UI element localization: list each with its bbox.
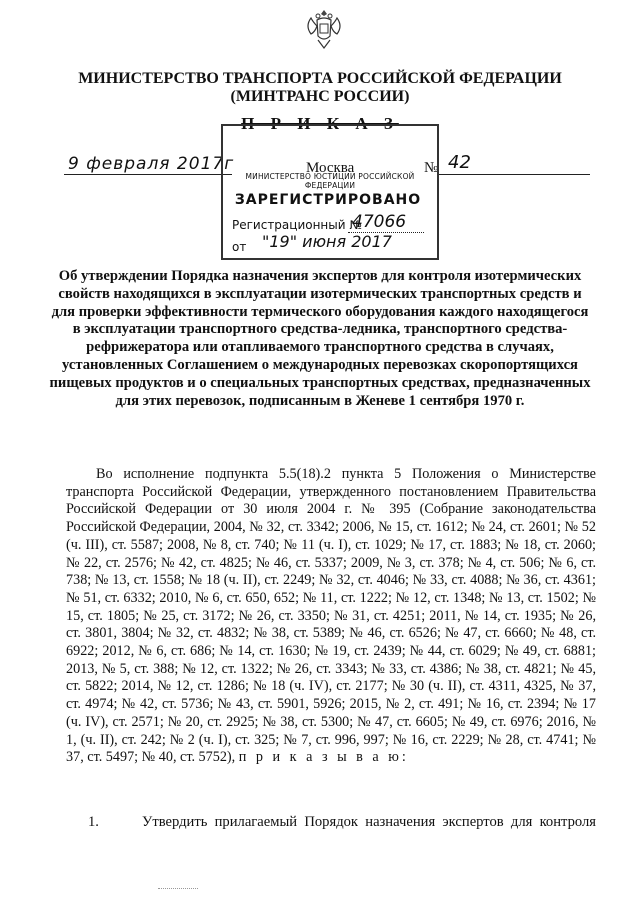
ministry-heading bbox=[60, 70, 580, 106]
list-item bbox=[66, 814, 596, 831]
document-type-label: П Р И К А З bbox=[241, 114, 399, 133]
order-date: 9 февраля 2017г bbox=[68, 154, 235, 174]
command-word: п р и к а з ы в а ю: bbox=[238, 749, 409, 766]
scan-artifact bbox=[158, 888, 198, 889]
ministry-abbrev: (МИНТРАНС РОССИИ) bbox=[230, 88, 410, 105]
list-item-text: Утвердить прилагаемый Порядок назначения экспертов для контроля bbox=[142, 814, 596, 830]
order-preamble bbox=[66, 466, 596, 767]
order-number-label: № bbox=[424, 160, 439, 176]
stamp-reg-date: "19" июня 2017 bbox=[262, 232, 392, 251]
stamp-ministry: МИНИСТЕРСТВО ЮСТИЦИИ РОССИЙСКОЙ ФЕДЕРАЦИИ bbox=[245, 172, 415, 190]
preamble-text: Во исполнение подпункта 5.5(18).2 пункта 5 Положения о Министерстве транспорта Российской Федерации, утвержденного постановлением Правительства Российской Федерации от 30 июля 2004 г. № 395 (Собрание законодательства Российской Федерации, 2004, № 32, ст. 3342; 2006, № 15, ст. 1612; № 24, ст. 2601; № 52 (ч. III), ст. 5587; 2008, № 8, ст. 740; № 11 (ч. I), ст. 1029; № 17, ст. 1883; № 18, ст. 2060; № 22, ст. 2576; № 42, ст. 4825; № 46, ст. 5337; 2009, № 3, ст. 378; № 4, ст. 506; № 6, ст. 738; № 13, ст. 1558; № 18 (ч. II), ст. 2249; № 32, ст. 4046; № 33, ст. 4088; № 36, ст. 4361; № 51, ст. 6332; 2010, № 6, ст. 650, 652; № 11, ст. 1222; № 12, ст. 1348; № 13, ст. 1502; № 15, ст. 1805; № 25, ст. 3172; № 26, ст. 3350; № 31, ст. 4251; 2011, № 14, ст. 1935; № 26, ст. 3801, 3804; № 32, ст. 4832; № 38, ст. 5389; № 46, ст. 6526; № 47, ст. 6660; № 48, ст. 6922; 2012, № 6, ст. 686; № 14, ст. 1630; № 19, ст. 2439; № 44, ст. 6029; № 49, ст. 6881; 2013, № 5, ст. 388; № 12, ст. 1322; № 26, ст. 3343; № 33, ст. 4386; № 38, ст. 4821; № 45, ст. 5822; 2014, № 12, ст. 1286; № 18 (ч. IV), ст. 2177; № 30 (ч. II), ст. 4311, 4325, № 37, ст. 4974; № 42, ст. 5736; № 43, ст. 5901, 5926; 2015, № 2, ст. 491; № 16, ст. 2394; № 17 (ч. IV), ст. 2571; № 20, ст. 2925; № 38, ст. 5300; № 47, ст. 6605; № 49, ст. 6976; 2016, № 1, (ч. II), ст. 242; № 2 (ч. I), ст. 325; № 7, ст. 996, 997; № 16, ст. 2229; № 28, ст. 4741; № 37, ст. 5497; № 40, ст. 5752), bbox=[66, 466, 596, 766]
stamp-reg-number: 47066 bbox=[352, 212, 407, 232]
order-city: Москва bbox=[306, 160, 355, 176]
coat-of-arms-icon bbox=[303, 6, 345, 52]
order-number: 42 bbox=[448, 152, 471, 173]
number-underline bbox=[438, 174, 590, 175]
order-title: Об утверждении Порядка назначения экспертов для контроля изотермических свойств находящихся в эксплуатации изотермических транспортных средств и для проверки эффективности термического оборудования каждого находящегося в эксплуатации транспортного средства-ледника, транспортного средства-рефрижератора или отапливаемого транспортного средства в случаях, установленных Соглашением о международных перевозках скоропортящихся пищевых продуктов и о специальных транспортных средствах, предназначенных для этих перевозок, подписанным в Женеве 1 сентября 1970 г. bbox=[49, 268, 591, 409]
stamp-reg-label: Регистрационный № bbox=[232, 218, 362, 232]
stamp-date-label: от bbox=[232, 240, 247, 254]
date-underline bbox=[64, 174, 232, 175]
ministry-name: МИНИСТЕРСТВО ТРАНСПОРТА РОССИЙСКОЙ ФЕДЕРАЦИИ bbox=[78, 70, 562, 87]
stamp-registered: ЗАРЕГИСТРИРОВАНО bbox=[234, 192, 422, 208]
list-item-number: 1. bbox=[88, 814, 99, 830]
